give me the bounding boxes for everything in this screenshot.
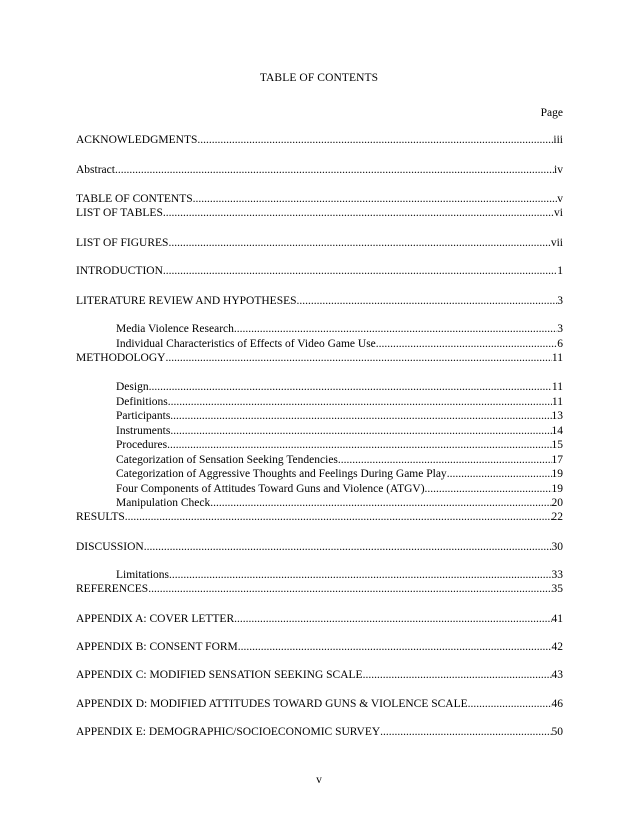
dot-leader <box>447 467 552 482</box>
toc-entry-label: APPENDIX E: DEMOGRAPHIC/SOCIOECONOMIC SURVEY <box>76 726 381 738</box>
toc-entry <box>116 467 563 482</box>
toc-entry-page: 14 <box>551 425 563 437</box>
toc-entry <box>76 668 563 683</box>
toc-entry <box>76 540 563 555</box>
dot-leader <box>169 568 551 583</box>
toc-entry <box>116 409 563 424</box>
dot-leader <box>148 582 551 597</box>
toc-entry-page: v <box>557 193 563 205</box>
toc-entry-page: 19 <box>551 483 563 495</box>
toc-entry <box>116 453 563 468</box>
toc-entry <box>116 482 563 497</box>
toc-entry-label: Manipulation Check <box>116 497 211 509</box>
toc-entry-page: 17 <box>551 454 563 466</box>
dot-leader <box>165 351 551 366</box>
toc-entry <box>116 496 563 511</box>
toc-entry <box>116 424 563 439</box>
toc-entry <box>76 264 563 279</box>
toc-entry-page: iii <box>553 134 563 146</box>
toc-entry-label: LIST OF TABLES <box>76 207 163 219</box>
toc-entry <box>76 351 563 366</box>
dot-leader <box>297 294 558 309</box>
dot-leader <box>197 133 553 148</box>
toc-entry-label: Abstract <box>76 164 115 176</box>
toc-entry <box>76 236 563 251</box>
dot-leader <box>115 163 554 178</box>
toc-entry-page: 20 <box>551 497 563 509</box>
toc-entry-page: 11 <box>551 396 563 408</box>
dot-leader <box>170 409 551 424</box>
dot-leader <box>167 438 551 453</box>
toc-entry <box>76 133 563 148</box>
toc-entry-page: 41 <box>551 613 563 625</box>
toc-entry-page: 46 <box>551 698 563 710</box>
toc-entry-page: 42 <box>551 641 563 653</box>
toc-entry-label: Procedures <box>116 439 168 451</box>
toc-entry-page: 3 <box>557 323 563 335</box>
toc-entry <box>116 395 563 410</box>
dot-leader <box>425 482 552 497</box>
toc-entry-page: 19 <box>551 468 563 480</box>
toc-entry-label: APPENDIX C: MODIFIED SENSATION SEEKING SCALE <box>76 669 363 681</box>
toc-entry <box>116 380 563 395</box>
toc-entry-page: vi <box>554 207 563 219</box>
toc-entry <box>76 510 563 525</box>
dot-leader <box>380 725 551 740</box>
dot-leader <box>163 264 557 279</box>
toc-entry <box>76 582 563 597</box>
toc-entry-label: Definitions <box>116 396 168 408</box>
toc-entry-page: 6 <box>557 338 563 350</box>
dot-leader <box>376 337 557 352</box>
toc-entry-label: Four Components of Attitudes Toward Guns and Violence (ATGV) <box>116 483 425 495</box>
toc-entry-label: REFERENCES <box>76 583 149 595</box>
toc-entry-label: APPENDIX A: COVER LETTER <box>76 613 235 625</box>
toc-entry <box>116 568 563 583</box>
dot-leader <box>234 612 551 627</box>
toc-entry-page: 11 <box>551 352 563 364</box>
dot-leader <box>170 424 551 439</box>
toc-entry-page: 30 <box>551 541 563 553</box>
dot-leader <box>193 192 558 207</box>
toc-entry-page: 22 <box>551 511 563 523</box>
dot-leader <box>144 540 552 555</box>
toc-entry <box>76 163 563 178</box>
toc-entry-label: Limitations <box>116 569 170 581</box>
toc-entry <box>116 337 563 352</box>
dot-leader <box>149 380 552 395</box>
toc-entry <box>76 294 563 309</box>
dot-leader <box>338 453 552 468</box>
toc-entry-page: 50 <box>551 726 563 738</box>
dot-leader <box>168 395 552 410</box>
footer-page-number: v <box>316 774 322 786</box>
toc-entry-page: 33 <box>551 569 563 581</box>
dot-leader <box>163 206 554 221</box>
toc-entry <box>76 192 563 207</box>
toc-entry <box>116 438 563 453</box>
toc-entry-page: 1 <box>557 265 563 277</box>
toc-entry-label: Individual Characteristics of Effects of Video Game Use <box>116 338 376 350</box>
dot-leader <box>210 496 551 511</box>
toc-entry <box>76 206 563 221</box>
toc-entry-label: Categorization of Sensation Seeking Tendencies <box>116 454 338 466</box>
toc-entry <box>76 697 563 712</box>
toc-entry-label: Design <box>116 381 149 393</box>
dot-leader <box>125 510 552 525</box>
dot-leader <box>168 236 550 251</box>
dot-leader <box>468 697 552 712</box>
toc-entry-label: INTRODUCTION <box>76 265 163 277</box>
toc-entry-label: DISCUSSION <box>76 541 144 553</box>
toc-entry-label: METHODOLOGY <box>76 352 166 364</box>
dot-leader <box>238 640 552 655</box>
toc-entry-page: 15 <box>551 439 563 451</box>
toc-entry-label: LIST OF FIGURES <box>76 237 169 249</box>
toc-entry <box>76 725 563 740</box>
toc-entry-page: vii <box>550 237 563 249</box>
dot-leader <box>363 668 552 683</box>
toc-entry-label: Categorization of Aggressive Thoughts and Feelings During Game Play <box>116 468 447 480</box>
toc-entry-label: ACKNOWLEDGMENTS <box>76 134 198 146</box>
toc-entry <box>76 612 563 627</box>
toc-entry-page: iv <box>554 164 563 176</box>
toc-entry-label: Participants <box>116 410 171 422</box>
toc-entry-label: APPENDIX D: MODIFIED ATTITUDES TOWARD GUNS & VIOLENCE SCALE <box>76 698 468 710</box>
toc-entry-page: 35 <box>551 583 563 595</box>
toc-entry <box>116 322 563 337</box>
page-column-label: Page <box>540 107 563 119</box>
toc-entry-page: 11 <box>551 381 563 393</box>
toc-entry <box>76 640 563 655</box>
toc-entry-page: 3 <box>557 295 563 307</box>
dot-leader <box>234 322 557 337</box>
toc-entry-label: LITERATURE REVIEW AND HYPOTHESES <box>76 295 297 307</box>
toc-heading: TABLE OF CONTENTS <box>259 72 379 84</box>
toc-entry-page: 13 <box>551 410 563 422</box>
toc-entry-label: TABLE OF CONTENTS <box>76 193 193 205</box>
toc-entry-label: RESULTS <box>76 511 125 523</box>
toc-entry-page: 43 <box>551 669 563 681</box>
toc-entry-label: Media Violence Research <box>116 323 234 335</box>
toc-entry-label: Instruments <box>116 425 171 437</box>
toc-entry-label: APPENDIX B: CONSENT FORM <box>76 641 238 653</box>
